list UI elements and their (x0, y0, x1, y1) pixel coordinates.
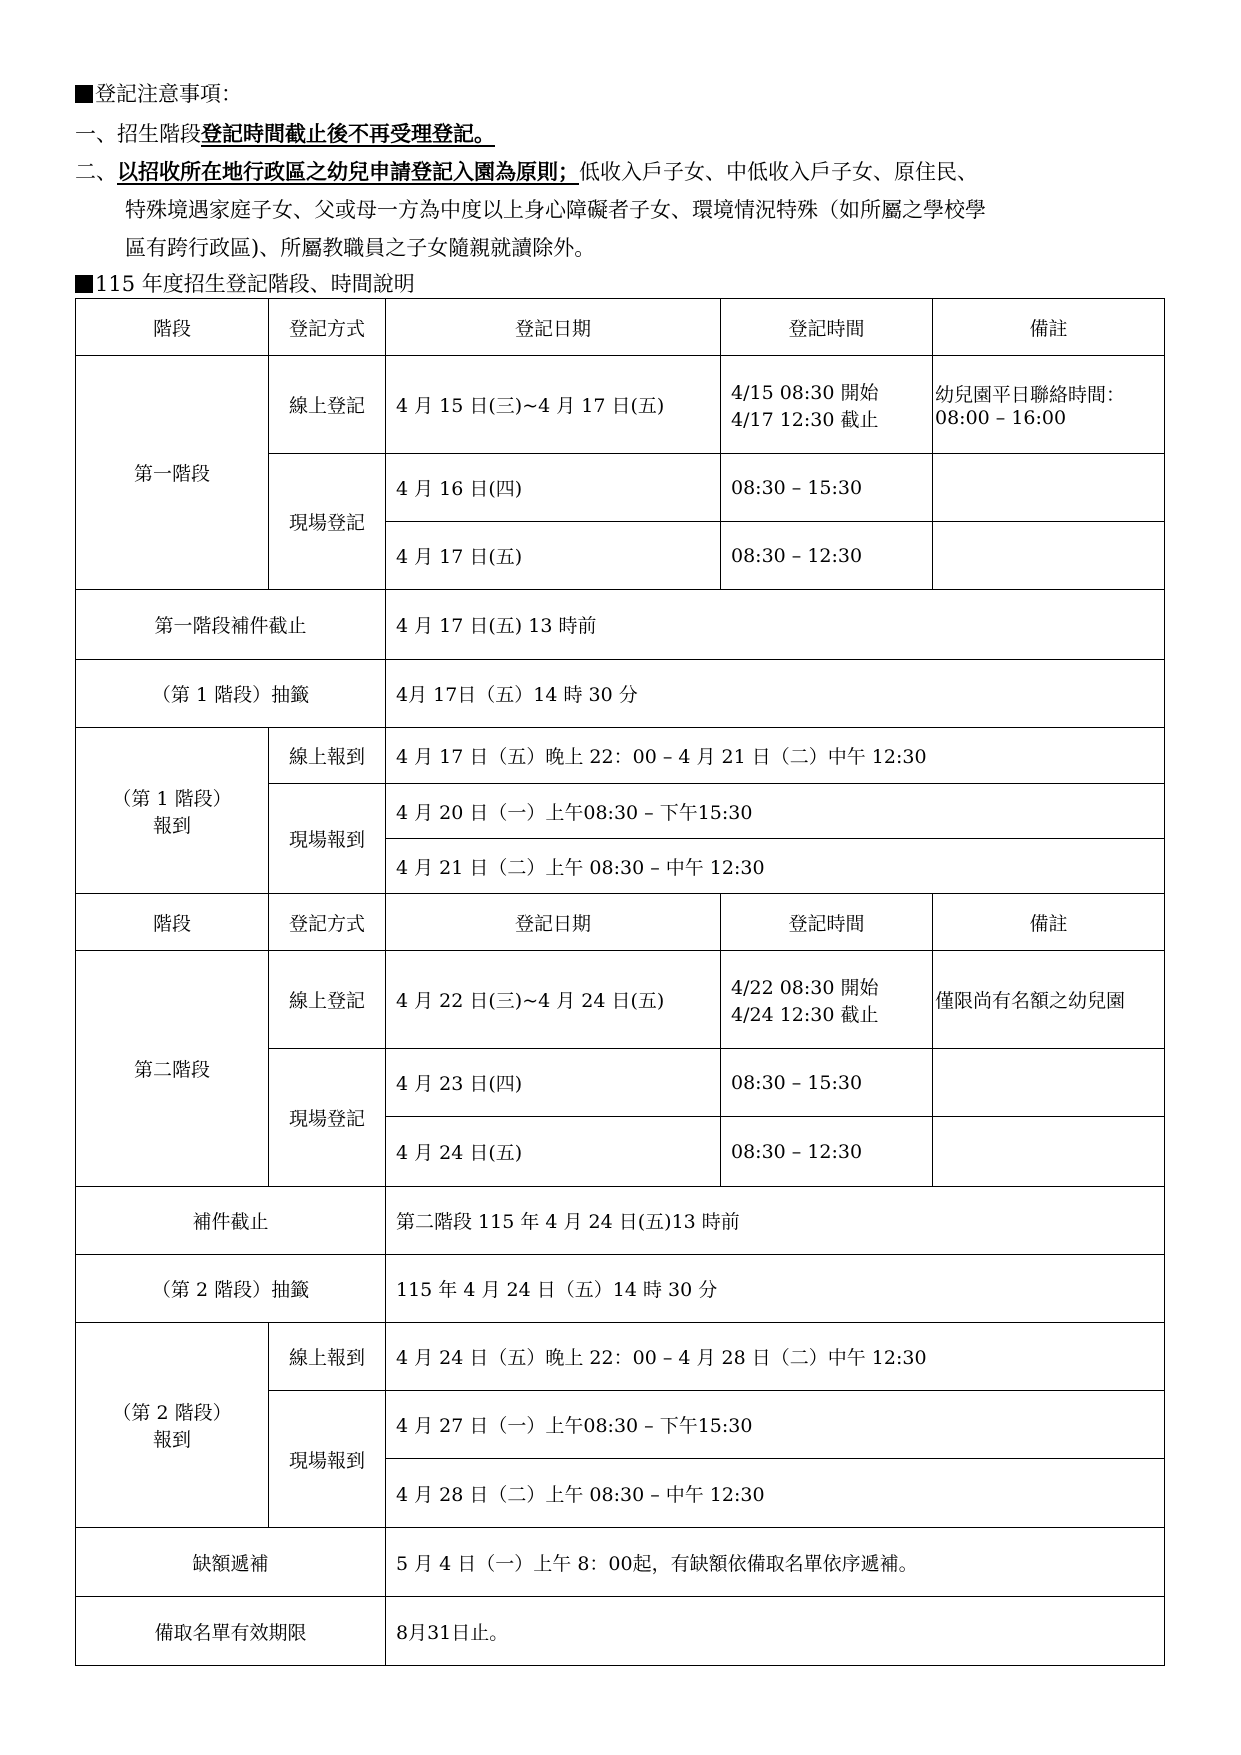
header-method-2: 登記方式 (269, 894, 386, 951)
s1-onsite-time-1: 08:30 – 15:30 (721, 454, 933, 522)
s2-onsite-note-2 (933, 1117, 1165, 1187)
notice-heading: 登記注意事項： (75, 78, 242, 108)
s2-report-label: （第 2 階段） 報到 (76, 1323, 269, 1528)
s1-report-label: （第 1 階段） 報到 (76, 728, 269, 894)
schedule-table (75, 298, 1165, 1666)
s1-onsite-method: 現場登記 (269, 454, 386, 590)
header-stage: 階段 (76, 299, 269, 356)
s2-onsite-method: 現場登記 (269, 1049, 386, 1187)
black-square-icon (75, 275, 93, 293)
s1-supplement-row (76, 590, 1165, 660)
s1-report-onsite-value-2: 4 月 21 日（二）上午 08:30 – 中午 12:30 (386, 839, 1165, 894)
s2-onsite-date-2: 4 月 24 日(五) (386, 1117, 721, 1187)
s2-online-row (76, 951, 1165, 1049)
s2-report-onsite-value-1: 4 月 27 日（一）上午08:30 – 下午15:30 (386, 1391, 1165, 1459)
waitlist-label: 備取名單有效期限 (76, 1597, 386, 1666)
s2-onsite-time-2: 08:30 – 12:30 (721, 1117, 933, 1187)
s1-online-row (76, 356, 1165, 454)
s2-report-online-value: 4 月 24 日（五）晚上 22：00 – 4 月 28 日（二）中午 12:30 (386, 1323, 1165, 1391)
s1-online-method: 線上登記 (269, 356, 386, 454)
header-note: 備註 (933, 299, 1165, 356)
notice-item-2-line-3: 區有跨行政區)、所屬教職員之子女隨親就讀除外。 (125, 236, 596, 260)
vacancy-value: 5 月 4 日（一）上午 8：00起，有缺額依備取名單依序遞補。 (386, 1528, 1165, 1597)
s2-note: 僅限尚有名額之幼兒園 (933, 951, 1165, 1049)
header-note-2: 備註 (933, 894, 1165, 951)
notice-item-1: 一、招生階段登記時間截止後不再受理登記。 (75, 121, 495, 146)
s1-onsite-time-2: 08:30 – 12:30 (721, 522, 933, 590)
s1-report-onsite-value-1: 4 月 20 日（一）上午08:30 – 下午15:30 (386, 784, 1165, 839)
header-date-2: 登記日期 (386, 894, 721, 951)
s1-report-online-value: 4 月 17 日（五）晚上 22：00 – 4 月 21 日（二）中午 12:30 (386, 728, 1165, 784)
s2-online-date: 4 月 22 日(三)~4 月 24 日(五) (386, 951, 721, 1049)
s1-lottery-label: （第 1 階段）抽籤 (76, 660, 386, 728)
s2-onsite-time-1: 08:30 – 15:30 (721, 1049, 933, 1117)
s1-note: 幼兒園平日聯絡時間： 08:00 – 16:00 (933, 356, 1165, 454)
header-time: 登記時間 (721, 299, 933, 356)
s1-supplement-label: 第一階段補件截止 (76, 590, 386, 660)
waitlist-value: 8月31日止。 (386, 1597, 1165, 1666)
s1-lottery-row (76, 660, 1165, 728)
s1-onsite-note-1 (933, 454, 1165, 522)
s1-supplement-value: 4 月 17 日(五) 13 時前 (386, 590, 1165, 660)
s2-stage-cell: 第二階段 (76, 951, 269, 1187)
s1-onsite-date-2: 4 月 17 日(五) (386, 522, 721, 590)
s2-report-onsite-value-2: 4 月 28 日（二）上午 08:30 – 中午 12:30 (386, 1459, 1165, 1528)
notice-item-2-line-2: 特殊境遇家庭子女、父或母一方為中度以上身心障礙者子女、環境情況特殊（如所屬之學校學 (125, 198, 986, 222)
table-header-row (76, 299, 1165, 356)
s2-supplement-row (76, 1187, 1165, 1255)
s2-lottery-value: 115 年 4 月 24 日（五）14 時 30 分 (386, 1255, 1165, 1323)
s2-report-onsite-method: 現場報到 (269, 1391, 386, 1528)
s2-lottery-row (76, 1255, 1165, 1323)
s1-report-onsite-method: 現場報到 (269, 784, 386, 894)
s1-online-date: 4 月 15 日(三)~4 月 17 日(五) (386, 356, 721, 454)
s2-online-method: 線上登記 (269, 951, 386, 1049)
s2-onsite-date-1: 4 月 23 日(四) (386, 1049, 721, 1117)
header-date: 登記日期 (386, 299, 721, 356)
s2-lottery-label: （第 2 階段）抽籤 (76, 1255, 386, 1323)
table-header-row-2 (76, 894, 1165, 951)
waitlist-row (76, 1597, 1165, 1666)
s2-report-online-method: 線上報到 (269, 1323, 386, 1391)
black-square-icon (75, 85, 93, 103)
header-time-2: 登記時間 (721, 894, 933, 951)
s2-online-time: 4/22 08:30 開始 4/24 12:30 截止 (721, 951, 933, 1049)
s2-supplement-value: 第二階段 115 年 4 月 24 日(五)13 時前 (386, 1187, 1165, 1255)
s1-report-online-row (76, 728, 1165, 784)
s2-report-online-row (76, 1323, 1165, 1391)
vacancy-label: 缺額遞補 (76, 1528, 386, 1597)
notice-item-2: 二、以招收所在地行政區之幼兒申請登記入園為原則；低收入戶子女、中低收入戶子女、原住民、 (75, 159, 978, 184)
table-heading: 115 年度招生登記階段、時間說明 (75, 268, 415, 298)
vacancy-row (76, 1528, 1165, 1597)
s1-lottery-value: 4月 17日（五）14 時 30 分 (386, 660, 1165, 728)
s2-onsite-note-1 (933, 1049, 1165, 1117)
s1-stage-cell: 第一階段 (76, 356, 269, 590)
header-stage-2: 階段 (76, 894, 269, 951)
s1-online-time: 4/15 08:30 開始 4/17 12:30 截止 (721, 356, 933, 454)
s1-onsite-date-1: 4 月 16 日(四) (386, 454, 721, 522)
s1-report-online-method: 線上報到 (269, 728, 386, 784)
s1-onsite-note-2 (933, 522, 1165, 590)
s2-supplement-label: 補件截止 (76, 1187, 386, 1255)
header-method: 登記方式 (269, 299, 386, 356)
